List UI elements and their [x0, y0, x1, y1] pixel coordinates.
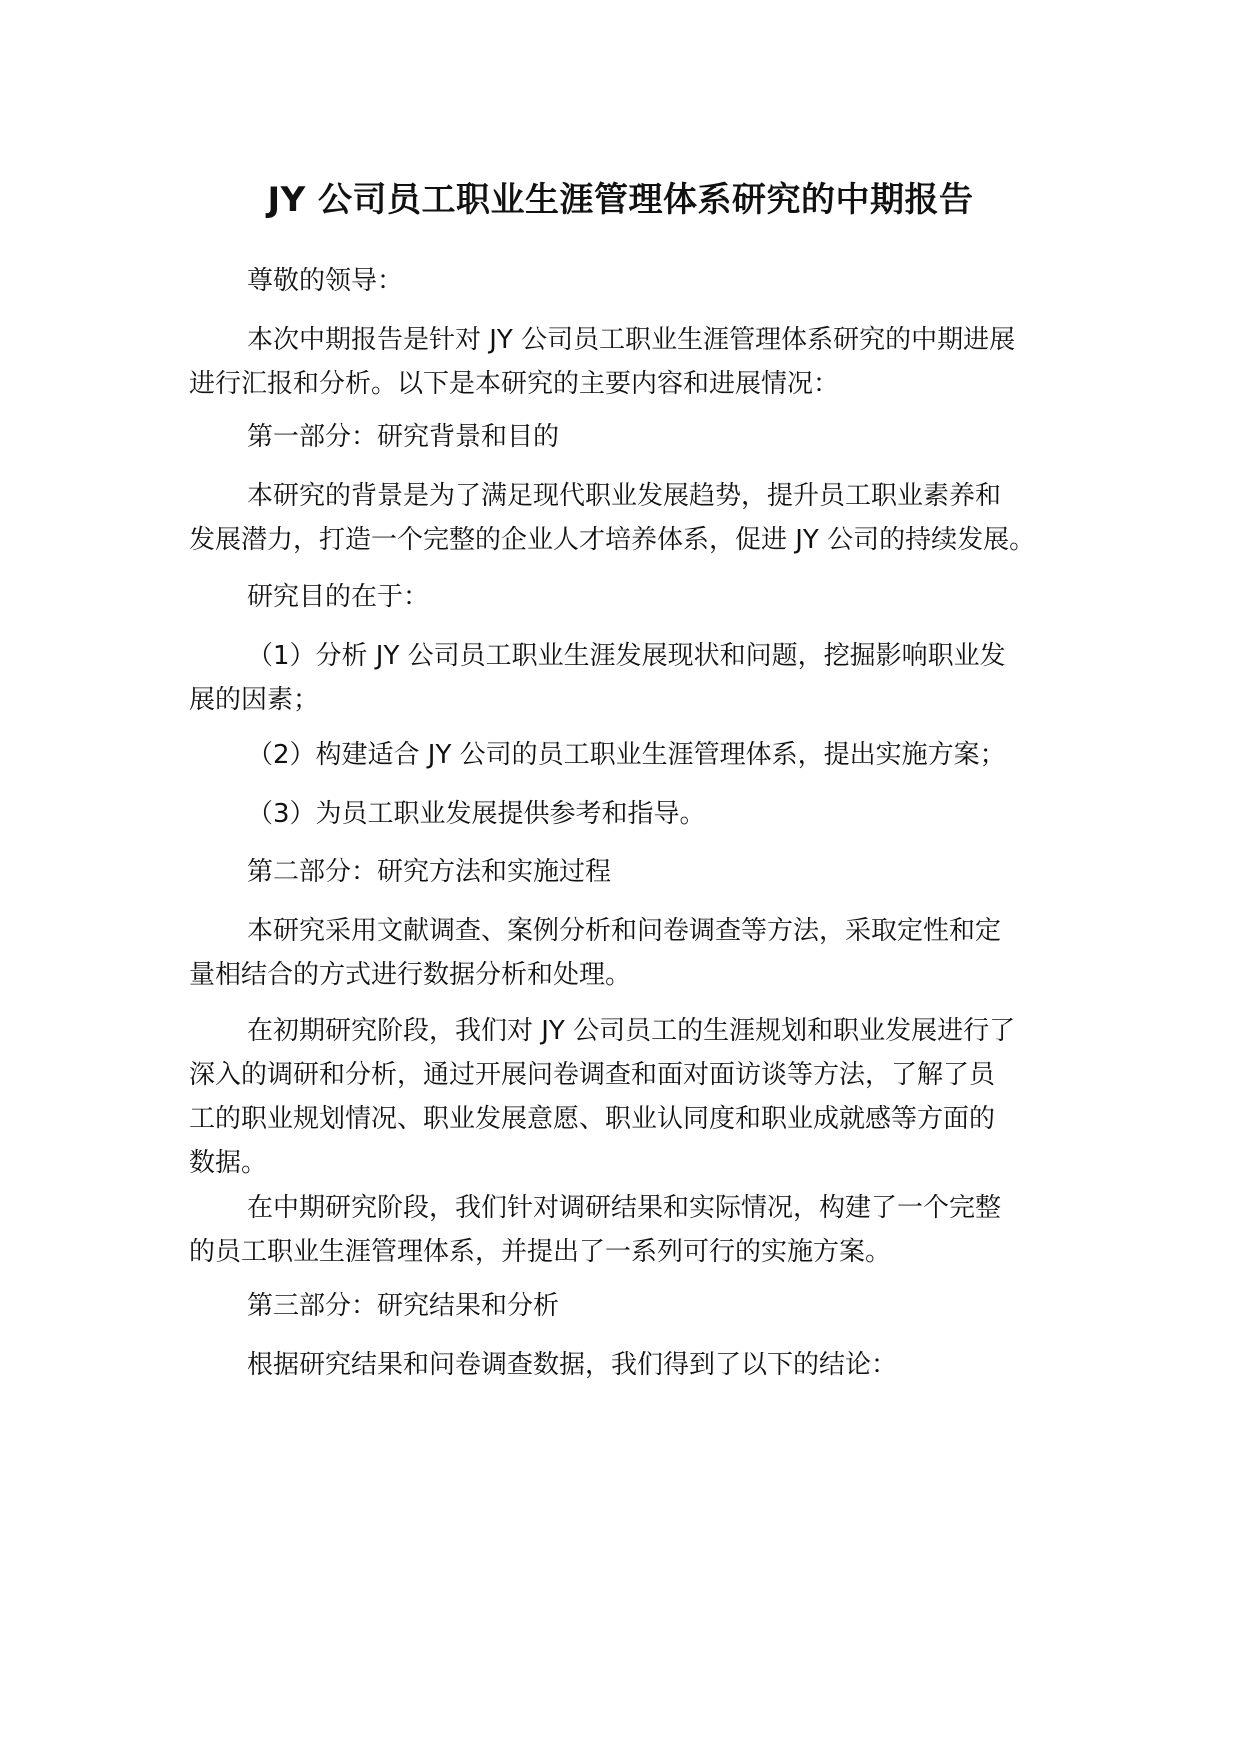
paragraph-line: 深入的调研和分析，通过开展问卷调查和面对面访谈等方法，了解了员 [189, 1060, 996, 1090]
paragraph-line: （1）分析 JY 公司员工职业生涯发展现状和问题，挖掘影响职业发 [247, 641, 1006, 671]
paragraph-results-intro [189, 1343, 1064, 1387]
paragraph-method [189, 909, 1064, 997]
paragraph-salutation [189, 259, 1064, 303]
list-item-1 [189, 634, 1064, 722]
paragraph-line: 尊敬的领导： [247, 266, 404, 296]
paragraph-line: 第三部分：研究结果和分析 [247, 1291, 560, 1321]
paragraph-line: 工的职业规划情况、职业发展意愿、职业认同度和职业成就感等方面的 [189, 1104, 996, 1134]
list-item-3 [189, 792, 1064, 836]
paragraph-line: 量相结合的方式进行数据分析和处理。 [189, 960, 632, 990]
paragraph-line: 展的因素； [189, 685, 320, 715]
paragraph-intro [189, 318, 1064, 406]
paragraph-line: （2）构建适合 JY 公司的员工职业生涯管理体系，提出实施方案； [247, 740, 1006, 770]
paragraph-line: 数据。 [189, 1148, 268, 1178]
section-heading-3 [189, 1284, 1064, 1328]
paragraph-background [189, 474, 1064, 562]
paragraph-line: 根据研究结果和问卷调查数据，我们得到了以下的结论： [247, 1350, 898, 1380]
section-heading-2 [189, 850, 1064, 894]
list-item-2 [189, 733, 1064, 777]
paragraph-line: 在初期研究阶段，我们对 JY 公司员工的生涯规划和职业发展进行了 [247, 1016, 1016, 1046]
paragraph-line: 第一部分：研究背景和目的 [247, 422, 560, 452]
paragraph-line: （3）为员工职业发展提供参考和指导。 [247, 799, 706, 829]
paragraph-line: 发展潜力，打造一个完整的企业人才培养体系，促进 JY 公司的持续发展。 [189, 525, 1036, 555]
paragraph-line: 在中期研究阶段，我们针对调研结果和实际情况，构建了一个完整 [247, 1193, 1002, 1223]
paragraph-line: 进行汇报和分析。以下是本研究的主要内容和进展情况： [189, 369, 840, 399]
paragraph-line: 本研究的背景是为了满足现代职业发展趋势，提升员工职业素养和 [247, 481, 1002, 511]
paragraph-line: 本次中期报告是针对 JY 公司员工职业生涯管理体系研究的中期进展 [247, 325, 1016, 355]
section-heading-1 [189, 415, 1064, 459]
paragraph-line: 的员工职业生涯管理体系，并提出了一系列可行的实施方案。 [189, 1237, 892, 1267]
paragraph-mid-stage [189, 1186, 1064, 1274]
paragraph-line: 第二部分：研究方法和实施过程 [247, 857, 612, 887]
paragraph-line: 本研究采用文献调查、案例分析和问卷调查等方法，采取定性和定 [247, 916, 1002, 946]
paragraph-purpose-intro [189, 575, 1064, 619]
document-title: JY 公司员工职业生涯管理体系研究的中期报告 [267, 180, 974, 220]
paragraph-initial-stage [189, 1009, 1064, 1185]
paragraph-line: 研究目的在于： [247, 582, 430, 612]
